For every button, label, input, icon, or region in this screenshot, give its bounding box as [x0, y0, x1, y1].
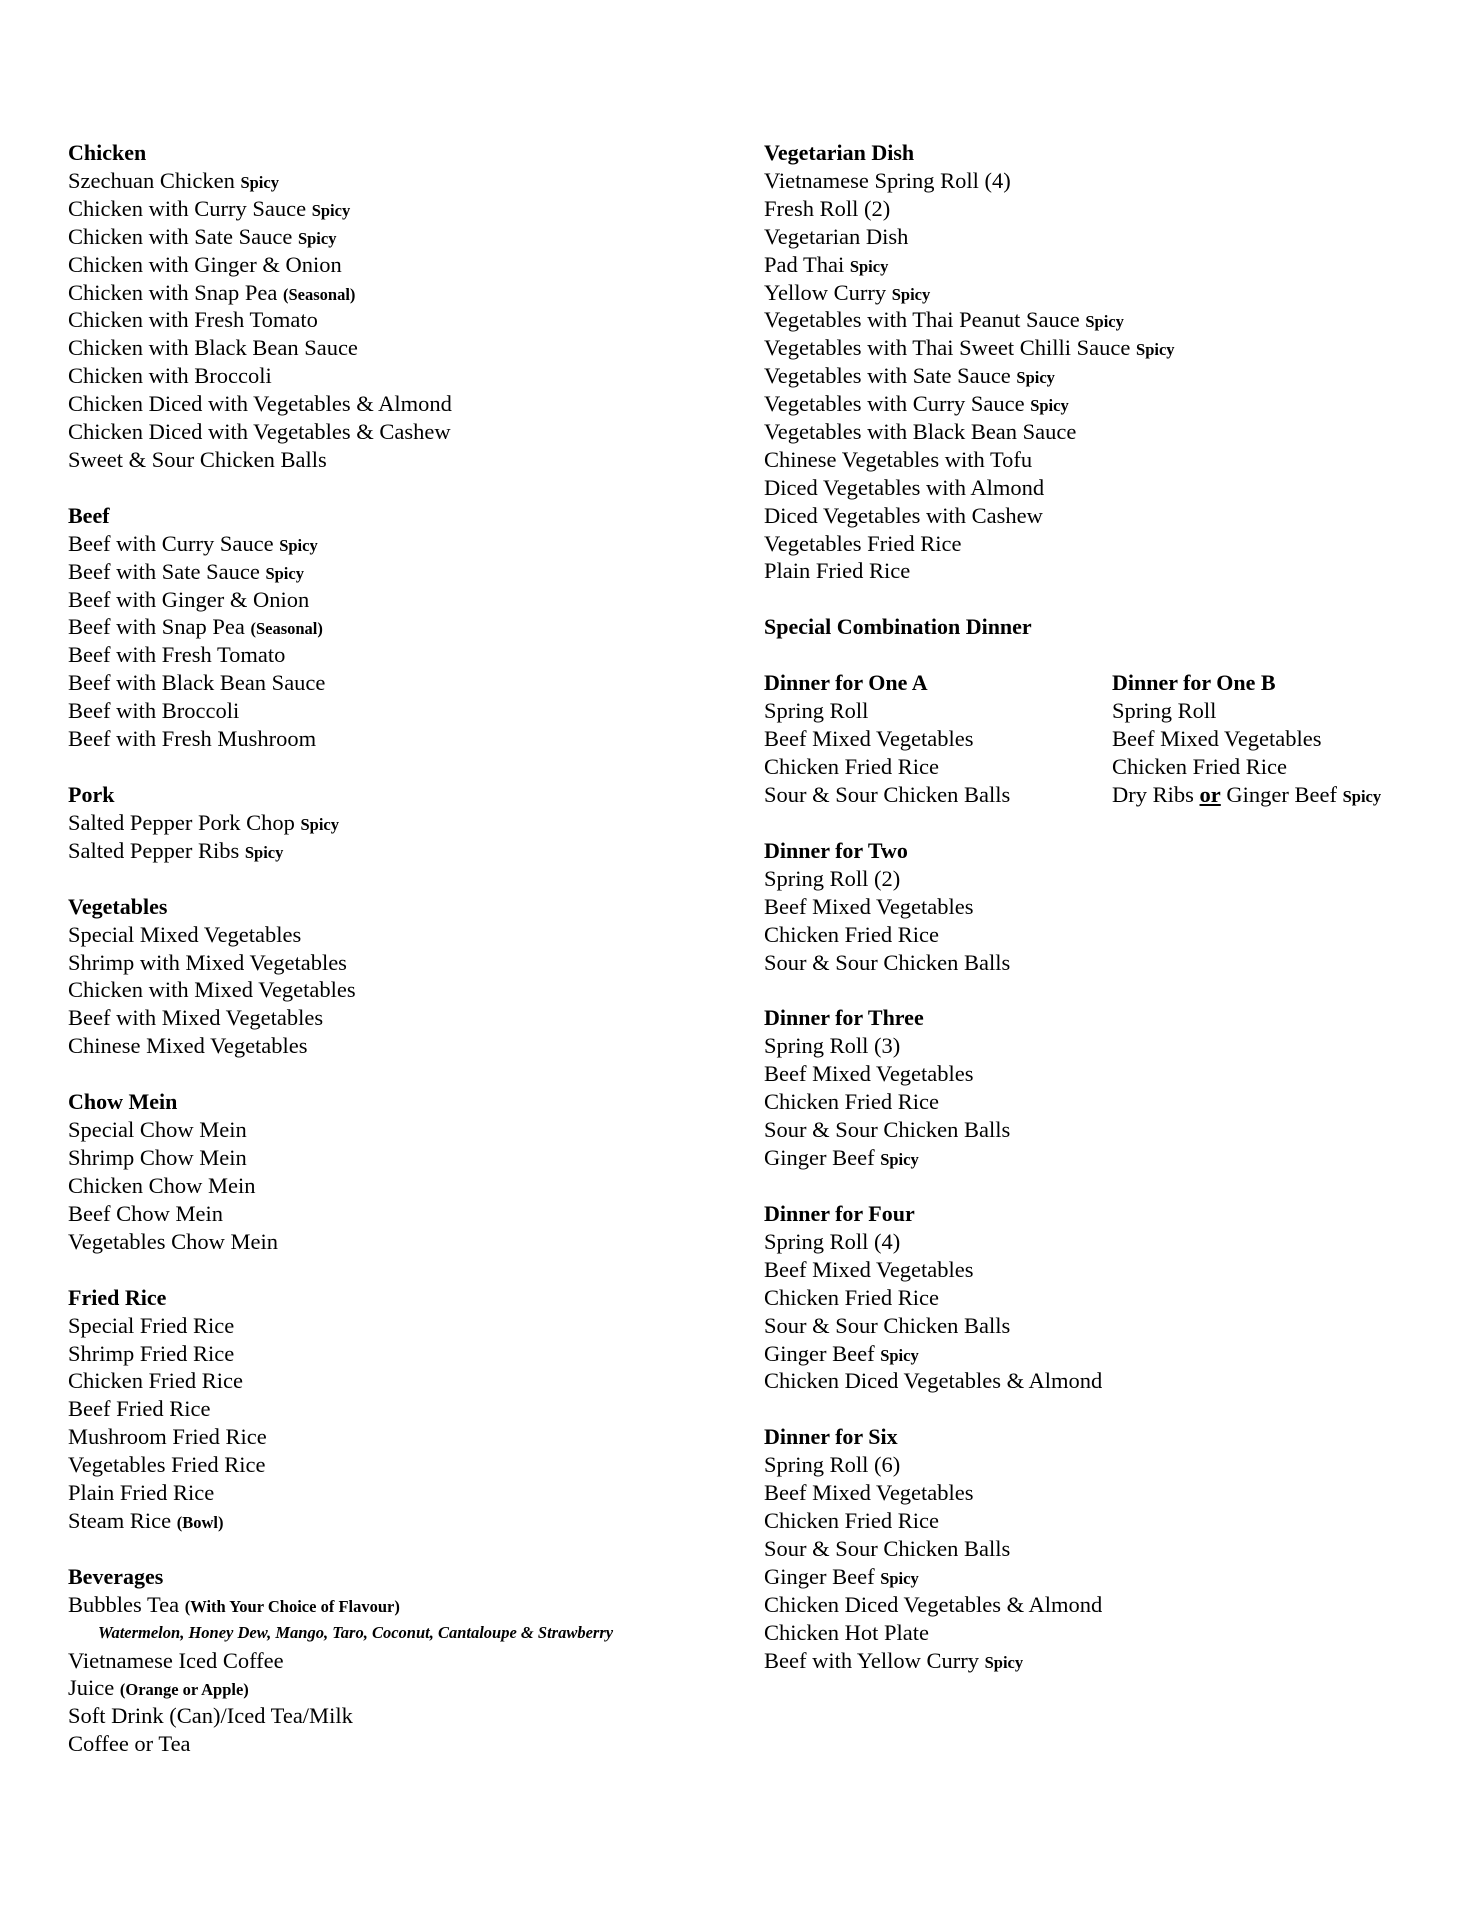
menu-item-name: Diced Vegetables with Almond: [764, 474, 1045, 500]
section-heading: Chicken: [68, 140, 147, 165]
menu-item: [764, 390, 1464, 418]
menu-item-tag: (Bowl): [176, 1512, 224, 1532]
menu-item-tag: Spicy: [880, 1568, 919, 1588]
menu-item-tag: Spicy: [1342, 787, 1382, 807]
menu-item: [764, 1116, 1464, 1144]
menu-item-name: Chinese Vegetables with Tofu: [764, 446, 1033, 472]
menu-item-name: Chicken Chow Mein: [68, 1172, 256, 1198]
menu-item: [764, 1144, 1464, 1172]
menu-item-name: Beef Mixed Vegetables: [764, 893, 974, 919]
section-heading: Pork: [68, 781, 115, 807]
section-chicken: [68, 139, 748, 474]
menu-item-tag: Spicy: [1030, 396, 1069, 416]
menu-item: [68, 1367, 748, 1395]
menu-item-name: Fresh Roll (2): [764, 195, 891, 221]
section-vegetarian: [764, 139, 1464, 585]
menu-item-tag: Spicy: [1085, 312, 1124, 332]
menu-item-name: Special Chow Mein: [68, 1117, 247, 1143]
menu-item: [764, 195, 1464, 223]
menu-item: [764, 1535, 1464, 1563]
section-heading: Dinner for Six: [764, 1424, 898, 1450]
menu-item-name: Sour & Sour Chicken Balls: [764, 1312, 1011, 1338]
menu-item: [764, 1451, 1464, 1479]
menu-item-name: Chicken Fried Rice: [68, 1368, 243, 1394]
menu-item-name: Special Mixed Vegetables: [68, 921, 302, 947]
menu-item-name: Dry Ribs: [1112, 782, 1194, 808]
menu-item-name: Steam Rice: [68, 1507, 172, 1533]
combo-row: [764, 669, 1464, 809]
menu-item-tag: Spicy: [300, 814, 339, 834]
menu-item: [764, 781, 1112, 809]
section-dinner-three: [764, 1004, 1464, 1171]
menu-item: [68, 1340, 748, 1368]
section-heading: Beverages: [68, 1563, 164, 1589]
menu-item: [764, 306, 1464, 334]
menu-item-name: Chicken Fried Rice: [764, 1089, 939, 1115]
menu-item-name: Chicken with Fresh Tomato: [68, 307, 318, 333]
menu-item-name: Beef with Curry Sauce: [68, 530, 274, 556]
menu-item-tag: Spicy: [244, 842, 284, 862]
menu-item: [68, 697, 748, 725]
section-heading: Special Combination Dinner: [764, 614, 1032, 640]
menu-item-name: Chicken with Curry Sauce: [68, 195, 307, 221]
menu-item: [68, 921, 748, 949]
menu-item: [764, 697, 1112, 725]
menu-item-tag: Spicy: [1016, 368, 1055, 388]
menu-item-name: Salted Pepper Pork Chop: [68, 809, 295, 835]
menu-item-name: Pad Thai: [764, 251, 845, 277]
menu-item-name: Vegetables with Thai Peanut Sauce: [764, 307, 1080, 333]
menu-item-name: Chicken Diced with Vegetables & Almond: [68, 391, 452, 417]
menu-item-name: Beef with Yellow Curry: [764, 1647, 979, 1673]
menu-item: [68, 809, 748, 837]
menu-item-name: Vietnamese Spring Roll (4): [764, 168, 1011, 193]
menu-item: [68, 251, 748, 279]
menu-item: [68, 558, 748, 586]
menu-item-tag: (Seasonal): [250, 619, 323, 639]
menu-item: [764, 1060, 1464, 1088]
menu-item-name: Beef with Broccoli: [68, 698, 240, 724]
menu-item-name: Special Fried Rice: [68, 1312, 235, 1338]
menu-item-name: Chicken with Snap Pea: [68, 279, 278, 305]
menu-item: [68, 976, 748, 1004]
menu-item: [764, 167, 1464, 195]
menu-item-name: Spring Roll: [1112, 698, 1217, 724]
menu-item: [68, 949, 748, 977]
menu-item: [764, 1563, 1464, 1591]
menu-item-name: Chicken with Mixed Vegetables: [68, 977, 356, 1003]
menu-item-name: Ginger Beef: [764, 1340, 875, 1366]
menu-item-name: Beef with Fresh Tomato: [68, 642, 286, 668]
menu-item-name: Chicken Fried Rice: [764, 921, 939, 947]
menu-item-name: Ginger Beef: [764, 1145, 875, 1171]
menu-item-name: Beef Mixed Vegetables: [764, 726, 974, 752]
menu-item-name: Chicken Fried Rice: [764, 1508, 939, 1534]
menu-item: [764, 1479, 1464, 1507]
menu-item: [764, 1228, 1464, 1256]
menu-item-tag: Spicy: [984, 1652, 1024, 1672]
menu-item-name: Beef Mixed Vegetables: [1112, 726, 1322, 752]
section-beef: [68, 502, 748, 753]
menu-item: [68, 1004, 748, 1032]
menu-item: [68, 1032, 748, 1060]
menu-item: [68, 390, 748, 418]
menu-item-name: Vegetables with Thai Sweet Chilli Sauce: [764, 335, 1131, 361]
menu-item-name: Beef with Sate Sauce: [68, 558, 260, 584]
menu-item-tag: (Orange or Apple): [119, 1680, 249, 1700]
menu-item-name: Beef Mixed Vegetables: [764, 1480, 974, 1506]
menu-item-name: Sweet & Sour Chicken Balls: [68, 446, 327, 472]
section-heading: Beef: [68, 502, 110, 528]
section-heading: Dinner for One B: [1112, 670, 1276, 696]
menu-item: [68, 837, 748, 865]
section-heading: Dinner for Three: [764, 1005, 924, 1031]
menu-item-name: Chicken Diced Vegetables & Almond: [764, 1368, 1103, 1394]
section-heading: Chow Mein: [68, 1089, 178, 1115]
menu-item-name: Soft Drink (Can)/Iced Tea/Milk: [68, 1703, 353, 1729]
menu-item: [764, 1032, 1464, 1060]
menu-item: [68, 167, 748, 195]
menu-item: [68, 1591, 748, 1619]
section-vegetables: [68, 893, 748, 1060]
menu-item: [68, 1674, 748, 1702]
or-word: or: [1199, 782, 1221, 808]
menu-item: [68, 1172, 748, 1200]
menu-item-name: Diced Vegetables with Cashew: [764, 502, 1043, 528]
section-dinner-one-b: [1112, 669, 1460, 809]
menu-item-name: Beef with Mixed Vegetables: [68, 1005, 324, 1031]
menu-item-name: Plain Fried Rice: [764, 558, 911, 584]
menu-item: [764, 1256, 1464, 1284]
menu-item: [68, 1144, 748, 1172]
menu-item: [764, 446, 1464, 474]
menu-item-name: Sour & Sour Chicken Balls: [764, 1117, 1011, 1143]
menu-item-name: Shrimp with Mixed Vegetables: [68, 949, 347, 975]
menu-item: [764, 1619, 1464, 1647]
menu-item: [68, 223, 748, 251]
menu-item: [764, 1507, 1464, 1535]
menu-item-name: Beef Mixed Vegetables: [764, 1061, 974, 1087]
menu-item: [764, 1312, 1464, 1340]
menu-item: [68, 1228, 748, 1256]
menu-item: [764, 725, 1112, 753]
menu-item-name: Beef with Ginger & Onion: [68, 586, 310, 612]
menu-item: [68, 1116, 748, 1144]
menu-item: [68, 586, 748, 614]
menu-item: [764, 893, 1464, 921]
menu-item: [764, 251, 1464, 279]
menu-item: [764, 502, 1464, 530]
menu-item-name: Chinese Mixed Vegetables: [68, 1033, 308, 1059]
section-heading: Vegetables: [68, 893, 168, 919]
menu-item-name: Spring Roll (4): [764, 1228, 901, 1254]
menu-item: [764, 334, 1464, 362]
section-heading: Vegetarian Dish: [764, 140, 915, 165]
menu-item-name: Beef with Fresh Mushroom: [68, 726, 317, 752]
section-dinner-four: [764, 1200, 1464, 1395]
menu-item: [1112, 781, 1460, 809]
menu-item: [764, 279, 1464, 307]
menu-item: [68, 641, 748, 669]
menu-item-name: Beef with Snap Pea: [68, 614, 245, 640]
menu-item-tag: Spicy: [891, 284, 931, 304]
menu-item-name: Spring Roll (3): [764, 1033, 901, 1059]
menu-item: [68, 1702, 748, 1730]
menu-item-name: Juice: [68, 1675, 115, 1701]
menu-item: [68, 1312, 748, 1340]
menu-item-name: Beef with Black Bean Sauce: [68, 670, 326, 696]
menu-item-tag: Spicy: [849, 256, 889, 276]
dinner-one-b-items: [1112, 697, 1460, 781]
menu-item: [68, 1507, 748, 1535]
menu-item: [1112, 697, 1460, 725]
section-chow-mein: [68, 1088, 748, 1255]
section-dinner-six: [764, 1423, 1464, 1674]
section-dinner-one-a: [764, 669, 1112, 809]
menu-item: [68, 1451, 748, 1479]
section-special-combination: [764, 613, 1464, 641]
menu-item-tag: Spicy: [265, 563, 304, 583]
menu-item: [68, 530, 748, 558]
menu-item-name: Vietnamese Iced Coffee: [68, 1647, 284, 1673]
menu-item: [1112, 753, 1460, 781]
menu-item: [764, 1647, 1464, 1675]
menu-item: [764, 418, 1464, 446]
menu-item: [68, 306, 748, 334]
menu-item-name: Sour & Sour Chicken Balls: [764, 949, 1011, 975]
menu-item: [764, 865, 1464, 893]
menu-item: [764, 1340, 1464, 1368]
menu-item: [764, 1284, 1464, 1312]
menu-item-name: Ginger Beef: [764, 1563, 875, 1589]
menu-item: [68, 195, 748, 223]
menu-item-name: Chicken Fried Rice: [1112, 754, 1287, 780]
menu-item-name: Ginger Beef: [1226, 782, 1337, 808]
menu-item: [68, 418, 748, 446]
menu-item-name: Szechuan Chicken: [68, 168, 235, 193]
menu-item: [68, 669, 748, 697]
menu-item: [764, 474, 1464, 502]
menu-item-name: Shrimp Chow Mein: [68, 1145, 247, 1171]
menu-item-name: Yellow Curry: [764, 279, 887, 305]
menu-item: [68, 725, 748, 753]
menu-item: [68, 334, 748, 362]
menu-item: [1112, 725, 1460, 753]
menu-item-name: Vegetarian Dish: [764, 223, 909, 249]
menu-item: [764, 1367, 1464, 1395]
menu-item: [68, 362, 748, 390]
menu-item: [764, 557, 1464, 585]
menu-item-name: Bubbles Tea: [68, 1591, 180, 1617]
menu-item: [764, 949, 1464, 977]
menu-item: [764, 362, 1464, 390]
menu-item-tag: Spicy: [880, 1345, 919, 1365]
menu-item-name: Chicken with Black Bean Sauce: [68, 335, 358, 361]
menu-item-name: Vegetables Chow Mein: [68, 1228, 278, 1254]
menu-item: [68, 1730, 748, 1758]
menu-item: [68, 1395, 748, 1423]
menu-item: [68, 446, 748, 474]
menu-item: [764, 1591, 1464, 1619]
menu-item-tag: Spicy: [297, 228, 337, 248]
menu-item-name: Sour & Sour Chicken Balls: [764, 782, 1011, 808]
menu-item-name: Shrimp Fried Rice: [68, 1340, 235, 1366]
flavour-list: Watermelon, Honey Dew, Mango, Taro, Coconut, Cantaloupe & Strawberry: [98, 1622, 614, 1642]
menu-item-name: Vegetables with Black Bean Sauce: [764, 419, 1077, 445]
menu-item-name: Beef Chow Mein: [68, 1200, 223, 1226]
section-heading: Fried Rice: [68, 1284, 167, 1310]
menu-item-tag: (Seasonal): [282, 284, 356, 304]
menu-item-tag: Spicy: [1136, 340, 1175, 360]
menu-item-name: Vegetables with Curry Sauce: [764, 391, 1025, 417]
menu-item-name: Spring Roll (6): [764, 1452, 901, 1478]
menu-item: [68, 279, 748, 307]
menu-item-tag: (With Your Choice of Flavour): [184, 1596, 400, 1616]
menu-item-name: Plain Fried Rice: [68, 1479, 215, 1505]
menu-item-name: Chicken Diced Vegetables & Almond: [764, 1591, 1103, 1617]
menu-item-name: Coffee or Tea: [68, 1731, 191, 1757]
menu-item-name: Vegetables Fried Rice: [764, 530, 962, 556]
left-column: [68, 139, 748, 1786]
menu-item: [68, 1479, 748, 1507]
section-beverages: [68, 1563, 748, 1758]
menu-item-name: Beef Fried Rice: [68, 1396, 211, 1422]
menu-item-tag: Spicy: [240, 173, 279, 192]
section-heading: Dinner for Four: [764, 1200, 915, 1226]
section-heading: Dinner for Two: [764, 837, 908, 863]
menu-item: [68, 613, 748, 641]
menu-item-name: Chicken Hot Plate: [764, 1619, 929, 1645]
menu-item-name: Beef Mixed Vegetables: [764, 1256, 974, 1282]
menu-item-tag: Spicy: [279, 535, 318, 555]
menu-item-name: Vegetables Fried Rice: [68, 1452, 266, 1478]
menu-item-name: Vegetables with Sate Sauce: [764, 363, 1011, 389]
menu-item: [764, 223, 1464, 251]
menu-item: [68, 1200, 748, 1228]
menu-item-name: Chicken with Ginger & Onion: [68, 251, 342, 277]
menu-item-tag: Spicy: [311, 200, 351, 220]
menu-item: [764, 921, 1464, 949]
menu-item-name: Chicken with Sate Sauce: [68, 223, 293, 249]
section-heading: Dinner for One A: [764, 670, 928, 696]
menu-item-name: Mushroom Fried Rice: [68, 1424, 267, 1450]
section-pork: [68, 781, 748, 865]
menu-item: [68, 1647, 748, 1675]
menu-item: [764, 1088, 1464, 1116]
menu-item-name: Chicken Fried Rice: [764, 1284, 939, 1310]
menu-item-name: Salted Pepper Ribs: [68, 837, 240, 863]
menu-item-name: Spring Roll (2): [764, 865, 901, 891]
menu-item-tag: Spicy: [880, 1150, 919, 1170]
section-dinner-two: [764, 837, 1464, 977]
menu-item-name: Sour & Sour Chicken Balls: [764, 1535, 1011, 1561]
menu-item-name: Chicken Diced with Vegetables & Cashew: [68, 419, 451, 445]
menu-item-name: Chicken with Broccoli: [68, 363, 272, 389]
section-fried-rice: [68, 1284, 748, 1535]
menu-item: [68, 1423, 748, 1451]
menu-item: [764, 530, 1464, 558]
menu-item-name: Chicken Fried Rice: [764, 754, 939, 780]
menu-item: [764, 753, 1112, 781]
menu-item-name: Spring Roll: [764, 698, 869, 724]
right-column: [764, 139, 1464, 1702]
